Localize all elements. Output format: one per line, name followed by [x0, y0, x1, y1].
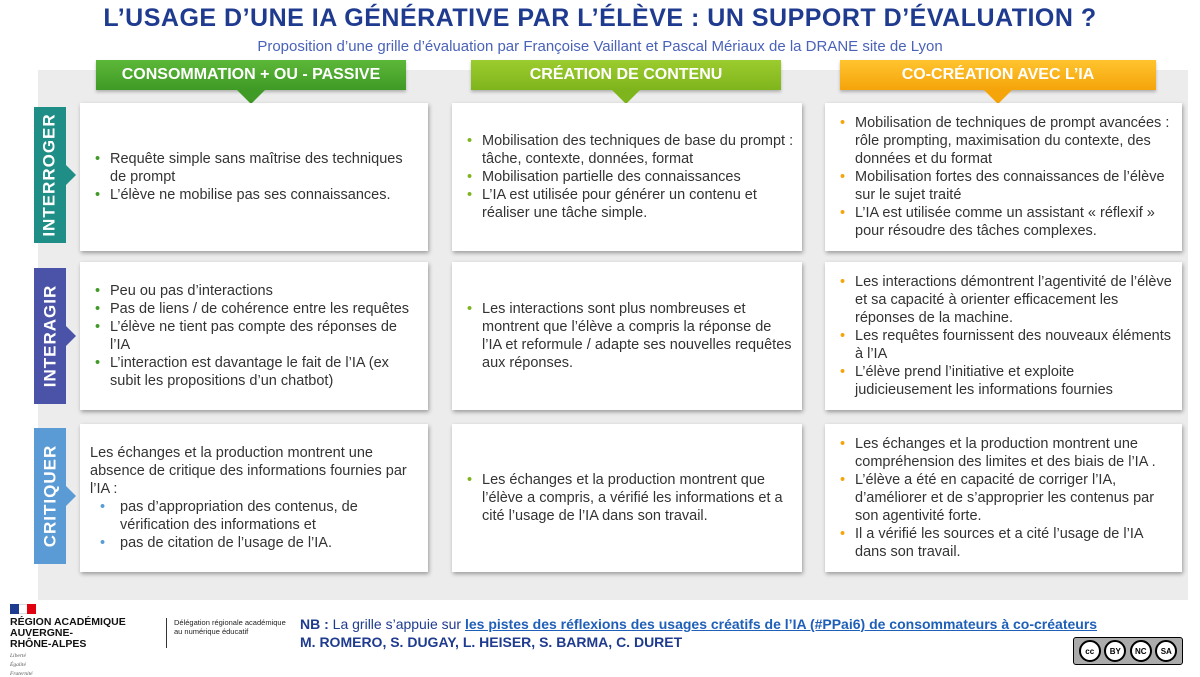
- chevron-down-icon: [984, 90, 1012, 104]
- cell-interroger-creation: [452, 103, 802, 251]
- list-item: • L’IA est utilisée comme un assistant « réflexif » pour résoudre des tâches complexes.: [835, 204, 1174, 240]
- column-header-label: CONSOMMATION + OU - PASSIVE: [121, 66, 381, 83]
- list-item: • Les échanges et la production montrent une compréhension des limites et des biais de l’IA .: [835, 435, 1174, 471]
- column-header-label: CO-CRÉATION AVEC L’IA: [901, 66, 1095, 83]
- cell-interagir-consommation: [80, 262, 428, 410]
- row-label-text: CRITIQUER: [40, 444, 59, 548]
- nc-icon: NC: [1130, 640, 1152, 662]
- list-item: • Les interactions sont plus nombreuses et montrent que l’élève a compris la réponse de l’IA et reformule / adapte ses nouvelles requêtes aux réponses.: [462, 300, 794, 372]
- list-item: • L’IA est utilisée pour générer un contenu et réaliser une tâche simple.: [462, 186, 794, 222]
- logo-motto-3: Fraternité: [10, 671, 33, 677]
- french-flag-icon: [10, 604, 36, 614]
- cc-icon: cc: [1079, 640, 1101, 662]
- logo-motto-1: Liberté: [10, 653, 26, 659]
- cell-critiquer-co-creation: [825, 424, 1182, 572]
- cc-license-badge[interactable]: [1073, 637, 1183, 665]
- list-item: • L’élève ne mobilise pas ses connaissances.: [90, 186, 420, 204]
- divider: [166, 618, 167, 648]
- row-label-critiquer: [34, 428, 66, 564]
- list-item: • Il a vérifié les sources et a cité l’usage de l’IA dans son travail.: [835, 525, 1174, 561]
- nb-text: La grille s’appuie sur: [328, 616, 465, 632]
- logo-name-2: AUVERGNE-: [10, 627, 74, 639]
- list-item: • Mobilisation fortes des connaissances de l’élève sur le sujet traité: [835, 168, 1174, 204]
- column-header-co-creation: [840, 60, 1156, 90]
- page-subtitle: Proposition d’une grille d’évaluation par Françoise Vaillant et Pascal Mériaux de la DRANE site de Lyon: [257, 38, 943, 55]
- list-item: • Requête simple sans maîtrise des techniques de prompt: [90, 150, 420, 186]
- list-item: • Pas de liens / de cohérence entre les requêtes: [90, 300, 420, 318]
- list-item: • Peu ou pas d’interactions: [90, 282, 420, 300]
- list-item: • pas de citation de l’usage de l’IA.: [90, 534, 420, 552]
- cell-critiquer-consommation: [80, 424, 428, 572]
- region-logo: [10, 604, 160, 677]
- logo-name-3: RHÔNE-ALPES: [10, 638, 87, 650]
- list-item: • L’élève prend l’initiative et exploite judicieusement les informations fournies: [835, 363, 1174, 399]
- nb-label: NB :: [300, 616, 329, 632]
- list-item: • Les interactions démontrent l’agentivité de l’élève et sa capacité à orienter efficacement les réponses de la machine.: [835, 273, 1174, 327]
- sa-icon: SA: [1155, 640, 1177, 662]
- column-header-label: CRÉATION DE CONTENU: [529, 66, 723, 83]
- cell-interagir-co-creation: [825, 262, 1182, 410]
- row-label-interagir: [34, 268, 66, 404]
- chevron-down-icon: [612, 90, 640, 104]
- chevron-down-icon: [237, 90, 265, 104]
- list-item: • Mobilisation partielle des connaissances: [462, 168, 794, 186]
- logo-name-1: RÉGION ACADÉMIQUE: [10, 616, 126, 628]
- reference-link[interactable]: les pistes des réflexions des usages créatifs de l’IA (#PPai6) de consommateurs à co-créateurs: [464, 616, 1098, 632]
- footnote: [300, 615, 1097, 651]
- page-title: L’USAGE D’UNE IA GÉNÉRATIVE PAR L’ÉLÈVE : UN SUPPORT D’ÉVALUATION ?: [103, 4, 1097, 32]
- column-header-consommation: [96, 60, 406, 90]
- list-item: • Mobilisation des techniques de base du prompt : tâche, contexte, données, format: [462, 132, 794, 168]
- list-item: • Les requêtes fournissent des nouveaux éléments à l’IA: [835, 327, 1174, 363]
- delegation-text: Délégation régionale académique au numérique éducatif: [174, 618, 286, 636]
- authors: M. ROMERO, S. DUGAY, L. HEISER, S. BARMA, C. DURET: [300, 634, 683, 650]
- list-item: • Les échanges et la production montrent que l’élève a compris, a vérifié les informations et a cité l’usage de l’IA dans son travail.: [462, 471, 794, 525]
- cell-interroger-consommation: [80, 103, 428, 251]
- row-label-text: INTERROGER: [40, 113, 59, 237]
- by-icon: BY: [1104, 640, 1126, 662]
- cell-interroger-co-creation: [825, 103, 1182, 251]
- row-label-text: INTERAGIR: [40, 284, 59, 388]
- row-label-interroger: [34, 107, 66, 243]
- list-item: • L’élève a été en capacité de corriger l’IA, d’améliorer et de s’approprier les contenus par son agentivité forte.: [835, 471, 1174, 525]
- column-header-creation: [471, 60, 781, 90]
- cell-interagir-creation: [452, 262, 802, 410]
- list-item: • L’interaction est davantage le fait de l’IA (ex subit les propositions d’un chatbot): [90, 354, 420, 390]
- list-item: • L’élève ne tient pas compte des réponses de l’IA: [90, 318, 420, 354]
- cell-intro: Les échanges et la production montrent une absence de critique des informations fournies par l’IA :: [90, 445, 407, 497]
- logo-motto-2: Égalité: [10, 662, 26, 668]
- cell-critiquer-creation: [452, 424, 802, 572]
- list-item: • Mobilisation de techniques de prompt avancées : rôle prompting, maximisation du contexte, des données et du format: [835, 114, 1174, 168]
- list-item: • pas d’appropriation des contenus, de vérification des informations et: [90, 498, 420, 534]
